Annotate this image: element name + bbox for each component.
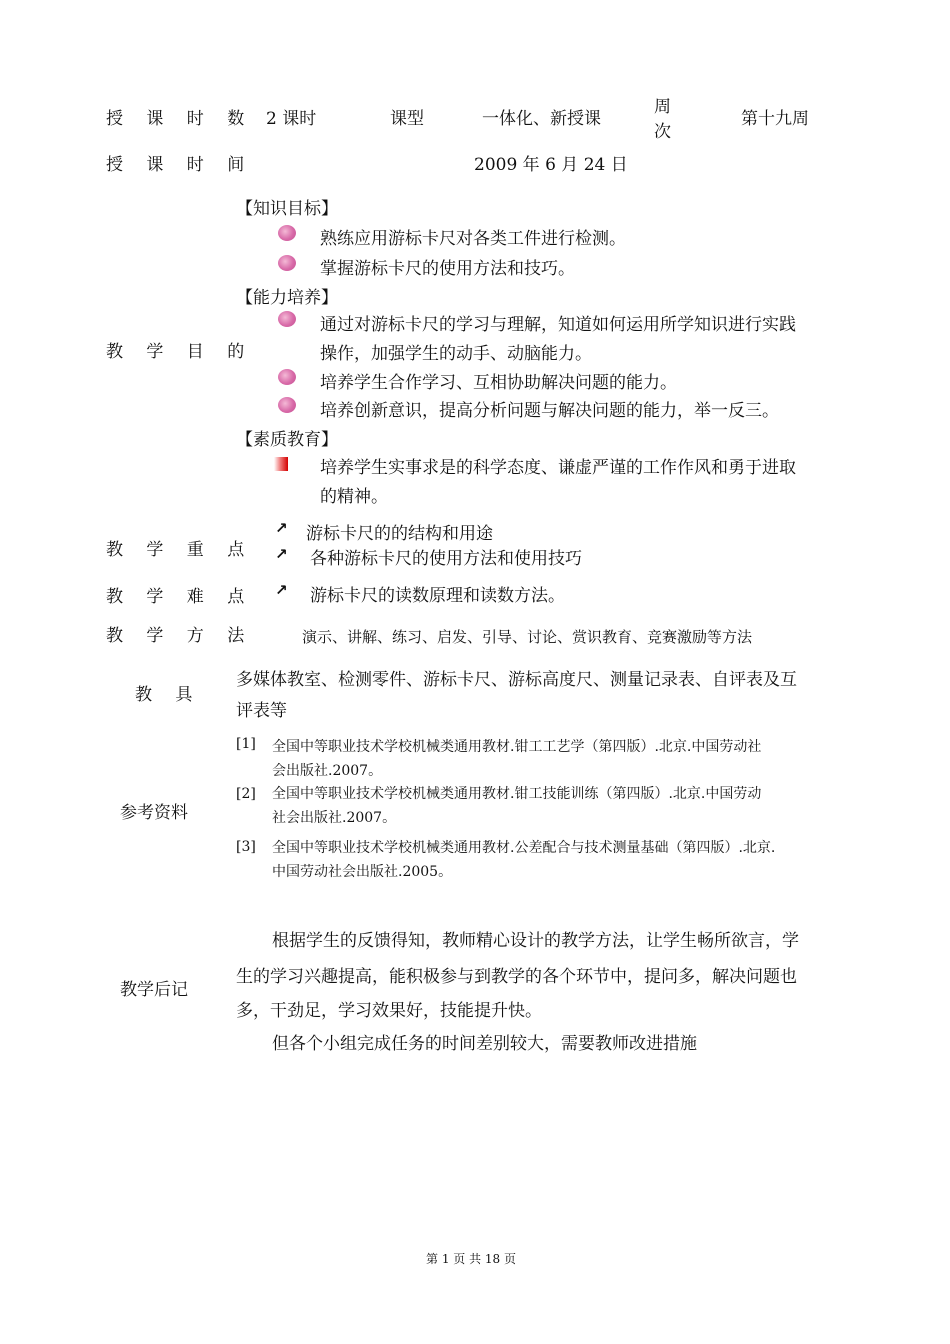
afterword-line: 多，干劲足，学习效果好，技能提升快。	[236, 1001, 542, 1021]
difficulty-item: 游标卡尺的读数原理和读数方法。	[310, 586, 565, 606]
tools-line-2: 评表等	[236, 701, 287, 721]
afterword-line: 根据学生的反馈得知，教师精心设计的教学方法，让学生畅所欲言，学	[272, 931, 799, 951]
page-footer: 第 1 页 共 18 页	[426, 1252, 516, 1266]
quality-heading: 【素质教育】	[236, 430, 338, 450]
type-label: 课型	[390, 109, 424, 129]
pink-circle-bullet-icon	[278, 255, 296, 271]
reference-line: 全国中等职业技术学校机械类通用教材.公差配合与技术测量基础（第四版）.北京.	[272, 840, 776, 856]
reference-number: [1]	[236, 736, 256, 752]
pink-circle-bullet-icon	[278, 311, 296, 327]
afterword-line: 但各个小组完成任务的时间差别较大，需要教师改进措施	[272, 1034, 697, 1054]
reference-line: 社会出版社.2007。	[272, 810, 397, 826]
key-point-item: 游标卡尺的的结构和用途	[306, 524, 493, 544]
tools-line-1: 多媒体教室、检测零件、游标卡尺、游标高度尺、测量记录表、自评表及互	[236, 670, 797, 690]
quality-item-continued: 的精神。	[320, 487, 388, 507]
methods-value: 演示、讲解、练习、启发、引导、讨论、赏识教育、竞赛激励等方法	[302, 628, 753, 646]
week-label-bottom: 次	[654, 122, 671, 142]
quality-item: 培养学生实事求是的科学态度、谦虚严谨的工作作风和勇于进取	[320, 458, 796, 478]
northeast-arrow-icon: ↗	[275, 581, 288, 599]
ability-item: 通过对游标卡尺的学习与理解，知道如何运用所学知识进行实践	[320, 315, 796, 335]
reference-line: 全国中等职业技术学校机械类通用教材.钳工工艺学（第四版）.北京.中国劳动社	[272, 739, 762, 755]
red-square-bullet-icon	[274, 457, 288, 471]
week-value: 第十九周	[741, 109, 809, 129]
time-label: 授 课 时 间	[106, 155, 254, 175]
key-point-item: 各种游标卡尺的使用方法和使用技巧	[310, 549, 582, 569]
afterword-line: 生的学习兴趣提高，能积极参与到教学的各个环节中，提问多，解决问题也	[236, 967, 797, 987]
reference-line: 会出版社.2007。	[272, 763, 383, 779]
type-value: 一体化、新授课	[482, 109, 601, 129]
ability-item-continued: 操作，加强学生的动手、动脑能力。	[320, 344, 592, 364]
tools-label: 教 具	[135, 685, 202, 705]
objectives-label: 教 学 目 的	[106, 342, 254, 362]
afterword-label: 教学后记	[120, 980, 188, 1000]
ability-heading: 【能力培养】	[236, 288, 338, 308]
ability-item: 培养创新意识，提高分析问题与解决问题的能力，举一反三。	[320, 401, 779, 421]
difficulty-label: 教 学 难 点	[106, 587, 254, 607]
reference-line: 全国中等职业技术学校机械类通用教材.钳工技能训练（第四版）.北京.中国劳动	[272, 786, 762, 802]
knowledge-heading: 【知识目标】	[236, 199, 338, 219]
northeast-arrow-icon: ↗	[275, 545, 288, 563]
knowledge-item: 掌握游标卡尺的使用方法和技巧。	[320, 259, 575, 279]
hours-label: 授 课 时 数	[106, 109, 254, 129]
pink-circle-bullet-icon	[278, 397, 296, 413]
ability-item: 培养学生合作学习、互相协助解决问题的能力。	[320, 373, 677, 393]
key-points-label: 教 学 重 点	[106, 540, 254, 560]
knowledge-item: 熟练应用游标卡尺对各类工件进行检测。	[320, 229, 626, 249]
reference-number: [3]	[236, 839, 256, 855]
time-value: 2009 年 6 月 24 日	[474, 155, 628, 175]
pink-circle-bullet-icon	[278, 369, 296, 385]
pink-circle-bullet-icon	[278, 225, 296, 241]
hours-value: 2 课时	[266, 109, 317, 129]
references-label: 参考资料	[120, 803, 188, 823]
northeast-arrow-icon: ↗	[275, 519, 288, 537]
reference-line: 中国劳动社会出版社.2005。	[272, 864, 453, 880]
reference-number: [2]	[236, 786, 256, 802]
methods-label: 教 学 方 法	[106, 626, 254, 646]
week-label-top: 周	[654, 97, 671, 117]
